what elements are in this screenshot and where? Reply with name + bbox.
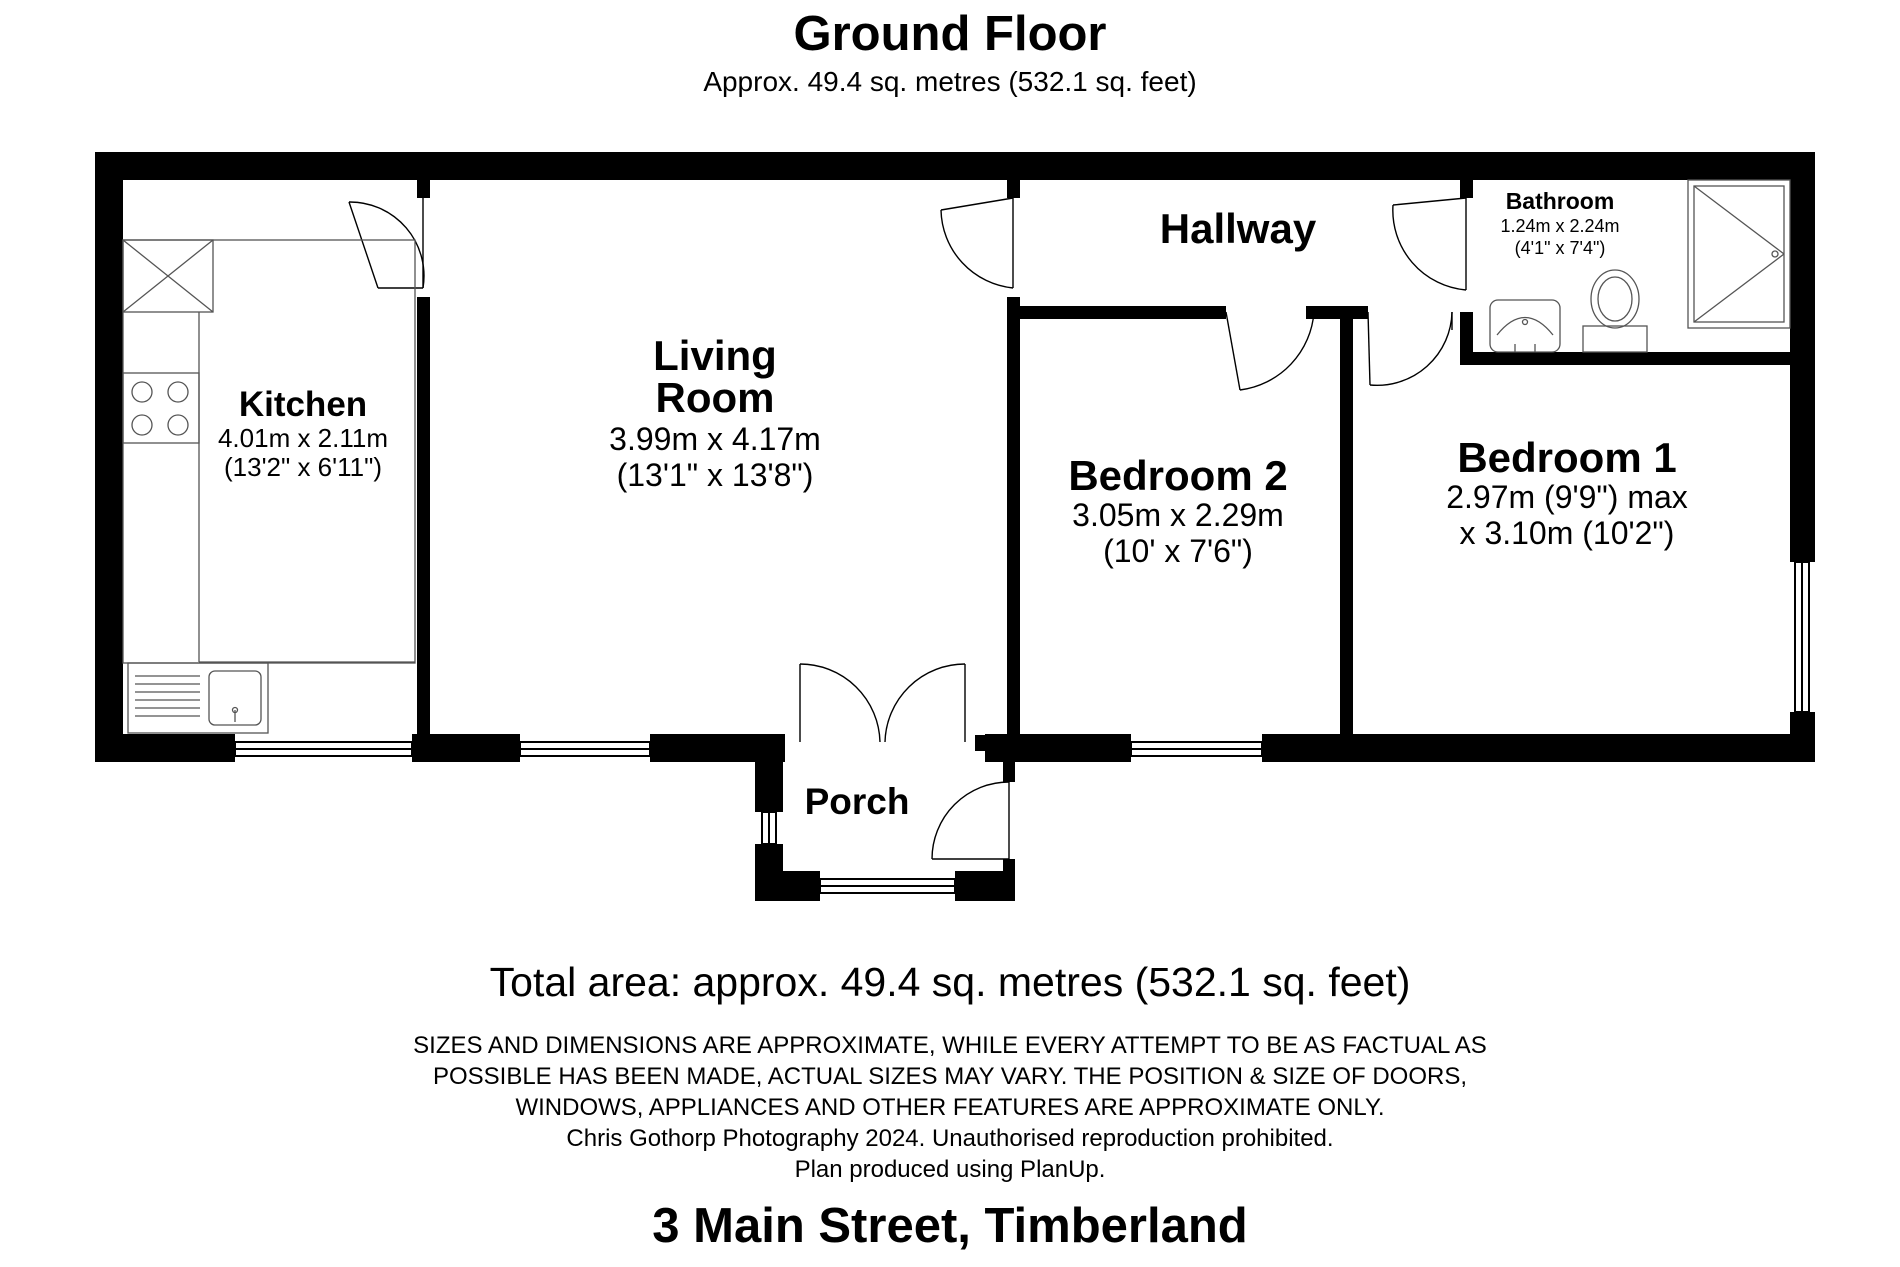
hob	[123, 373, 199, 443]
wall-bath-bottom	[1460, 352, 1815, 365]
disclaimer-line: WINDOWS, APPLIANCES AND OTHER FEATURES ARE APPROXIMATE ONLY.	[515, 1094, 1385, 1121]
wall-porch-right-low	[1003, 859, 1015, 901]
bedroom1-name: Bedroom 1	[1457, 434, 1677, 481]
wall-bottom-5	[1262, 734, 1815, 762]
toilet-cistern	[1583, 326, 1647, 352]
disclaimer-line: SIZES AND DIMENSIONS ARE APPROXIMATE, WHILE EVERY ATTEMPT TO BE AS FACTUAL AS	[413, 1032, 1487, 1059]
bathroom-dim-metric: 1.24m x 2.24m	[1500, 216, 1620, 236]
wall-bed2-top	[1007, 306, 1224, 319]
wall-bed2-bed1	[1340, 306, 1353, 738]
hob-ring	[132, 415, 152, 435]
wall-kitchen-living	[417, 297, 430, 738]
disclaimer-line: POSSIBLE HAS BEEN MADE, ACTUAL SIZES MAY VARY. THE POSITION & SIZE OF DOORS,	[432, 1063, 1468, 1090]
wall-porch-left	[755, 760, 783, 812]
hob-ring	[168, 382, 188, 402]
wall-top	[95, 152, 1815, 180]
wall-living-hall	[1007, 297, 1020, 738]
basin	[1490, 300, 1560, 352]
living-dim-imperial: (13'1" x 13'8")	[616, 457, 814, 493]
kitchen-name: Kitchen	[238, 385, 368, 424]
wall-bottom-2	[412, 734, 520, 762]
hob-ring	[132, 382, 152, 402]
door-bedroom1	[1368, 312, 1452, 385]
room-labels	[218, 188, 1688, 822]
door-kitchen	[349, 198, 424, 288]
property-address: 3 Main Street, Timberland	[652, 1199, 1248, 1253]
door-living-hall	[941, 198, 1013, 288]
wall-porch-bottom-left	[755, 871, 820, 901]
bedroom2-dim-imperial: (10' x 7'6")	[1103, 533, 1253, 569]
kitchen-dim-imperial: (13'2" x 6'11")	[224, 452, 382, 482]
wall-bottom-1	[95, 734, 235, 762]
kitchen-dim-metric: 4.01m x 2.11m	[217, 423, 389, 453]
bedroom2-name: Bedroom 2	[1068, 452, 1288, 499]
living-name-2: Room	[655, 374, 775, 421]
hallway-name: Hallway	[1159, 205, 1317, 252]
wall-porch-right	[1003, 762, 1015, 782]
copyright-line: Chris Gothorp Photography 2024. Unauthorised reproduction prohibited.	[566, 1125, 1334, 1152]
living-name-1: Living	[653, 332, 777, 379]
porch-name: Porch	[804, 781, 910, 822]
wall-bottom-4	[985, 734, 1131, 762]
drainer	[135, 676, 200, 716]
wall-left	[95, 152, 123, 762]
windows	[235, 562, 1809, 893]
door-porch-double	[800, 664, 965, 742]
software-credit: Plan produced using PlanUp.	[794, 1156, 1106, 1183]
bathroom-name: Bathroom	[1505, 188, 1615, 214]
disclaimer	[0, 1030, 1900, 1185]
hob-ring	[168, 415, 188, 435]
shower-tray	[1688, 180, 1790, 328]
door-bedroom2	[1226, 312, 1314, 390]
living-dim-metric: 3.99m x 4.17m	[609, 421, 821, 457]
bedroom1-dim-2: x 3.10m (10'2")	[1459, 515, 1675, 551]
bedroom2-dim-metric: 3.05m x 2.29m	[1072, 497, 1284, 533]
floor-area: Approx. 49.4 sq. metres (532.1 sq. feet)	[703, 66, 1197, 97]
bathroom-dim-imperial: (4'1" x 7'4")	[1514, 238, 1606, 258]
wall-living-hall-stub	[1007, 180, 1020, 198]
wall-bed1-top-left	[1340, 306, 1368, 319]
kitchen-sink-unit	[128, 663, 268, 733]
floor-title: Ground Floor	[793, 7, 1107, 61]
total-area: Total area: approx. 49.4 sq. metres (532.1 sq. feet)	[489, 959, 1411, 1005]
door-porch-side	[932, 782, 1009, 859]
wall-bath-left-stub	[1460, 180, 1473, 198]
door-bathroom	[1393, 198, 1466, 290]
bedroom1-dim-1: 2.97m (9'9") max	[1446, 479, 1688, 515]
wall-bottom-3	[650, 734, 785, 762]
